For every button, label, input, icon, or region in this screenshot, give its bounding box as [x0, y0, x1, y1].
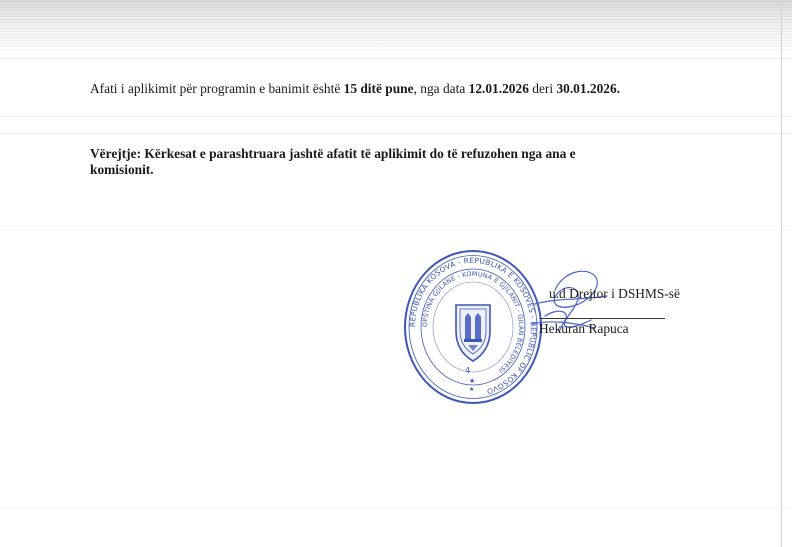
notice-line-1: Vërejtje: Kërkesat e parashtruara jashtë afatit të aplikimit do të refuzohen nga ana e — [90, 146, 576, 161]
signatory-title: u.d Drejtor i DSHMS-së — [549, 286, 680, 301]
page-edge — [781, 0, 782, 547]
scan-artifact-line — [0, 116, 792, 117]
application-deadline-paragraph — [90, 81, 693, 97]
deadline-prefix: Afati i aplikimit për programin e banimit është — [90, 81, 341, 96]
stamp-number: 4 — [465, 366, 471, 375]
signatory-name: Hekuran Rapuca — [539, 321, 629, 336]
scan-header-shading — [0, 0, 792, 50]
scan-artifact-line — [0, 133, 792, 134]
deadline-suffix: . — [616, 81, 621, 96]
deadline-duration: 15 ditë pune — [343, 81, 414, 96]
deadline-end-date: 30.01.2026 — [556, 81, 617, 96]
deadline-start-date: 12.01.2026 — [468, 81, 529, 96]
deadline-middle: , nga data — [413, 81, 466, 96]
scan-artifact-line — [0, 507, 792, 508]
coat-of-arms-icon — [456, 305, 490, 361]
signature-line — [540, 318, 665, 319]
notice-paragraph — [90, 146, 693, 178]
deadline-between: deri — [532, 81, 554, 96]
notice-line-2: komisionit. — [90, 162, 154, 177]
stamp-outer-text: REPUBLIKA KOSOVA - REPUBLIKA E KOSOVËS - REPUBLIC OF KOSOVO — [407, 255, 539, 397]
stamp-star-icon: ★ — [469, 377, 476, 385]
stamp-star-icon: ★ — [469, 386, 475, 393]
scan-artifact-line — [0, 58, 792, 59]
stamp-inner-text: OPŠTINA GJILANE - KOMUNA E GJILANIT - GILAN BELEDIYESI — [420, 269, 526, 375]
scan-artifact-line — [0, 229, 792, 230]
